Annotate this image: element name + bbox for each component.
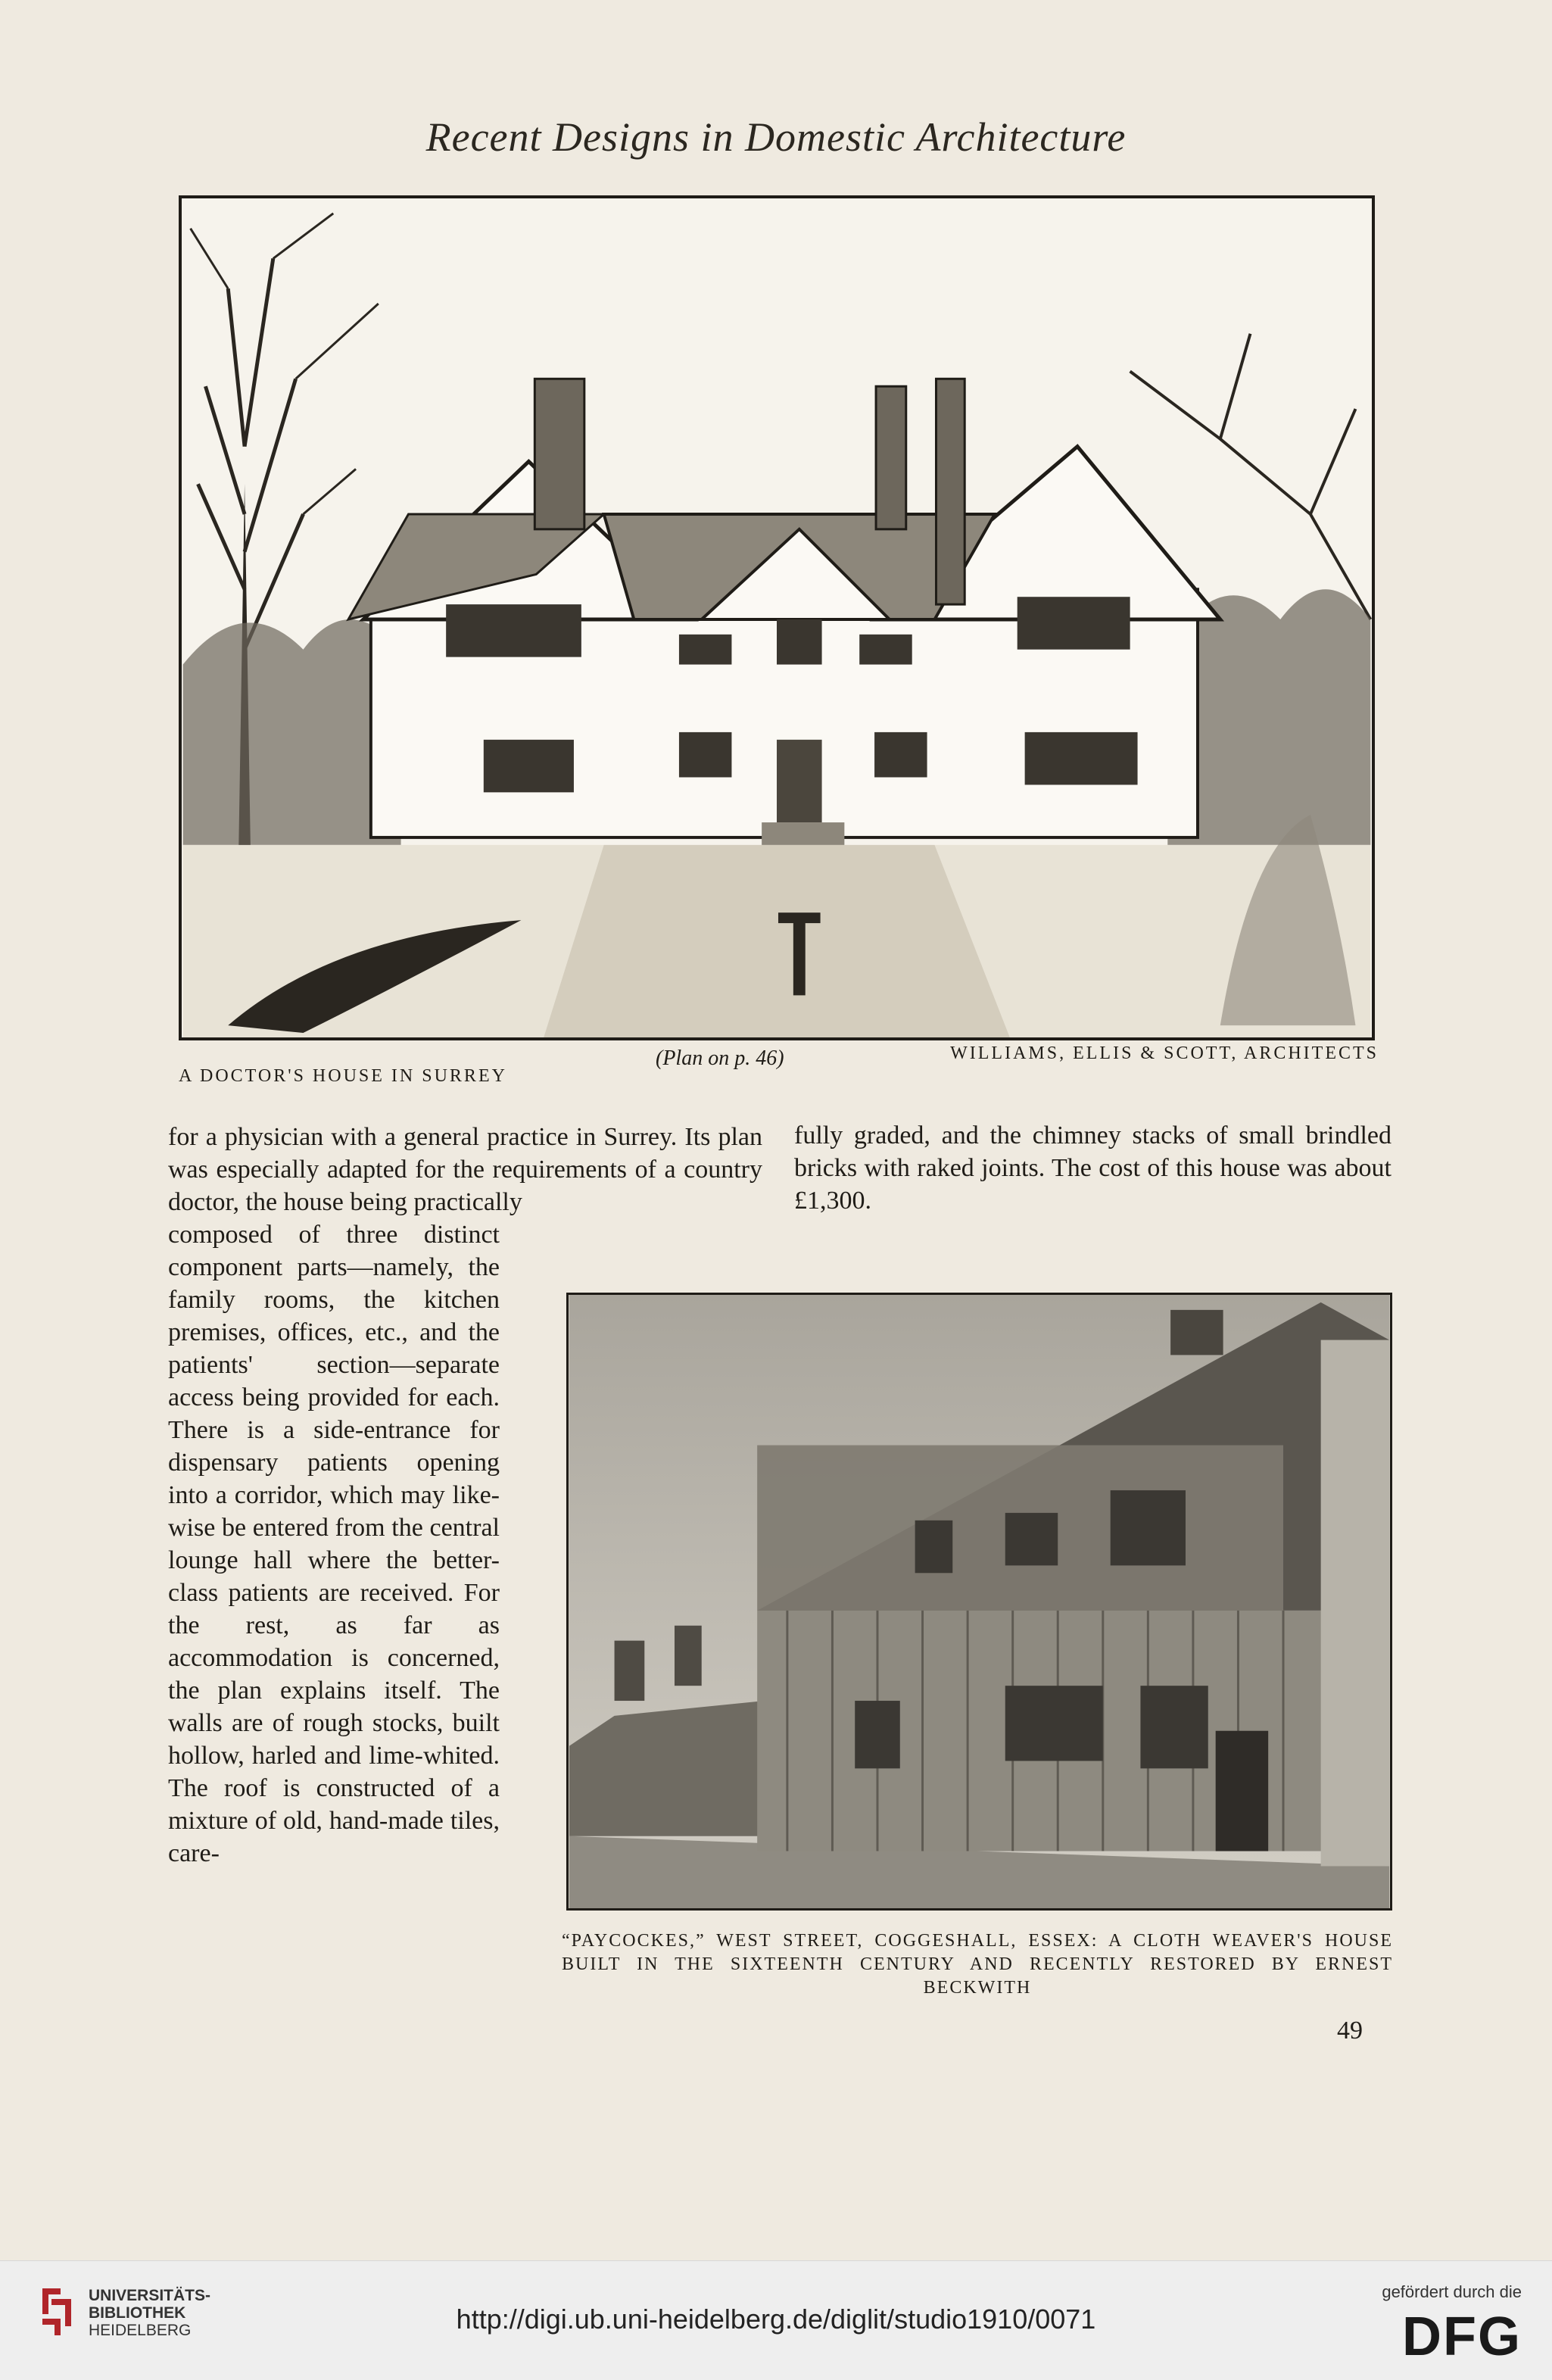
library-name-line-2: BIBLIOTHEK xyxy=(89,2304,186,2322)
page-number: 49 xyxy=(1337,2017,1363,2045)
running-head: Recent Designs in Domestic Architecture xyxy=(425,114,1127,160)
figure-1-plan-reference: (Plan on p. 46) xyxy=(656,1047,784,1070)
house-illustration xyxy=(179,195,1375,1040)
source-url[interactable]: http://digi.ub.uni-heidelberg.de/diglit/studio1910/0071 xyxy=(456,2304,1096,2335)
funding-note: gefördert durch die xyxy=(1382,2282,1522,2301)
figure-1-caption-architects: WILLIAMS, ELLIS & SCOTT, ARCHITECTS xyxy=(950,1043,1379,1063)
right-column-top-text: fully graded, and the chimney stacks of small brindled bricks with raked joints. The cost of this house was about £1,300. xyxy=(794,1121,1392,1215)
left-column-top-text: for a physician with a general practice in Surrey. Its plan was especially adapted for the requirements of a country doctor, the house being practically xyxy=(168,1123,762,1216)
paycockes-photograph xyxy=(566,1293,1392,1911)
library-name-line-3: HEIDELBERG xyxy=(89,2322,192,2339)
left-column-narrow-text: composed of three distinct component parts—namely, the family rooms, the kitchen premises, offices, etc., and the patients' section—separate access being provided for each. There is a side-entrance for dispensary patients opening into a corridor, which may likewise be entered from the central lounge hall where the better-class patients are received. For the rest, as far as accommodation is concerned, the plan explains itself. The walls are of rough stocks, built hollow, harled and lime-whited. The roof is constructed of a mixture of old, hand-made tiles, care- xyxy=(168,1221,500,1867)
digitization-footer xyxy=(0,2260,1552,2380)
library-name-line-1: UNIVERSITÄTS- xyxy=(89,2287,211,2304)
figure-2-caption: “PAYCOCKES,” WEST STREET, COGGESHALL, ESSEX: A CLOTH WEAVER'S HOUSE BUILT IN THE SIXTEENTH CENTURY AND RECENTLY RESTORED BY ERNEST BECKWITH xyxy=(562,1931,1393,1998)
figure-1-caption-title: A DOCTOR'S HOUSE IN SURREY xyxy=(179,1066,507,1086)
dfg-logo: DFG xyxy=(1402,2307,1522,2367)
